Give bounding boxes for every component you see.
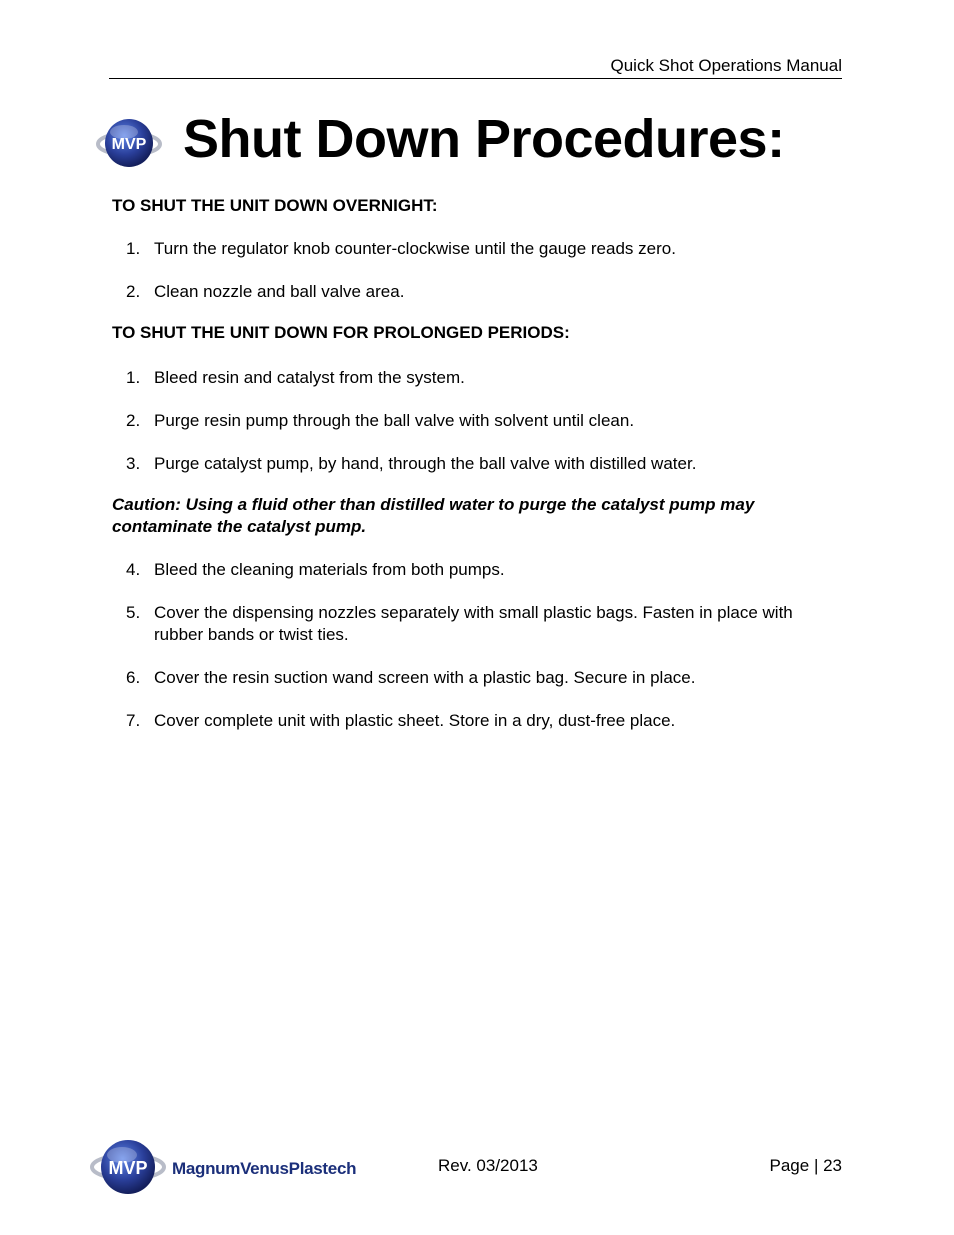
list-item bbox=[112, 667, 842, 689]
list-text: Bleed the cleaning materials from both pumps. bbox=[154, 560, 505, 579]
list-item bbox=[112, 281, 842, 303]
list-text: Cover the dispensing nozzles separately with small plastic bags. Fasten in place with rubber bands or twist ties. bbox=[154, 603, 793, 644]
list-number: 5. bbox=[126, 603, 141, 622]
prolonged-list-continued bbox=[112, 559, 842, 753]
footer-brand: MagnumVenusPlastech bbox=[172, 1159, 357, 1178]
list-item bbox=[112, 367, 842, 389]
list-item bbox=[112, 602, 842, 646]
section-heading-prolonged: TO SHUT THE UNIT DOWN FOR PROLONGED PERIODS: bbox=[112, 323, 570, 342]
list-text: Purge resin pump through the ball valve with solvent until clean. bbox=[154, 411, 635, 430]
mvp-logo-icon bbox=[96, 112, 162, 174]
header-rule bbox=[109, 78, 842, 79]
prolonged-list bbox=[112, 367, 842, 496]
footer-mvp-logo-icon bbox=[90, 1134, 166, 1200]
list-number: 2. bbox=[126, 411, 141, 430]
caution-note: Caution: Using a fluid other than distilled water to purge the catalyst pump may contaminate the catalyst pump. bbox=[112, 495, 755, 536]
list-text: Bleed resin and catalyst from the system. bbox=[154, 368, 465, 387]
footer-page-number: Page | 23 bbox=[769, 1156, 842, 1175]
overnight-list bbox=[112, 238, 842, 324]
page-title: Shut Down Procedures: bbox=[183, 109, 785, 169]
list-text: Clean nozzle and ball valve area. bbox=[154, 282, 405, 301]
list-text: Turn the regulator knob counter-clockwise until the gauge reads zero. bbox=[154, 239, 676, 258]
list-item bbox=[112, 410, 842, 432]
footer-logo-text: MVP bbox=[108, 1158, 148, 1178]
list-number: 2. bbox=[126, 282, 141, 301]
logo-text: MVP bbox=[111, 136, 147, 153]
list-number: 7. bbox=[126, 711, 141, 730]
section-heading-overnight: TO SHUT THE UNIT DOWN OVERNIGHT: bbox=[112, 196, 438, 215]
list-item bbox=[112, 559, 842, 581]
list-item bbox=[112, 238, 842, 260]
list-text: Cover the resin suction wand screen with a plastic bag. Secure in place. bbox=[154, 668, 696, 687]
list-number: 4. bbox=[126, 560, 141, 579]
list-text: Purge catalyst pump, by hand, through the ball valve with distilled water. bbox=[154, 454, 697, 473]
list-number: 1. bbox=[126, 239, 141, 258]
list-number: 6. bbox=[126, 668, 141, 687]
list-text: Cover complete unit with plastic sheet. Store in a dry, dust-free place. bbox=[154, 711, 676, 730]
list-number: 1. bbox=[126, 368, 141, 387]
header-title: Quick Shot Operations Manual bbox=[610, 56, 842, 75]
list-number: 3. bbox=[126, 454, 141, 473]
list-item bbox=[112, 453, 842, 475]
footer-revision: Rev. 03/2013 bbox=[438, 1156, 538, 1175]
list-item bbox=[112, 710, 842, 732]
